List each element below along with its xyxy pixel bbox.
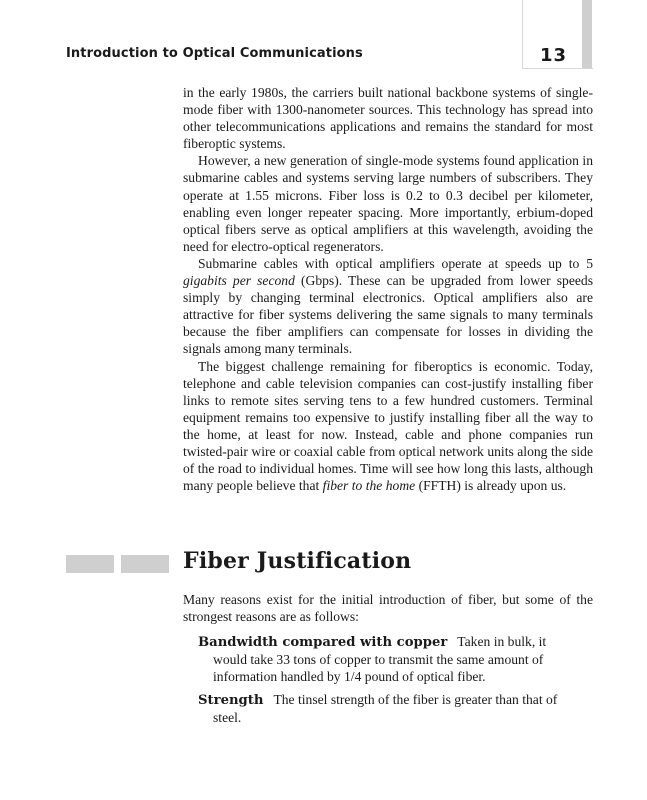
- paragraph-4-emphasis: fiber to the home: [322, 478, 416, 494]
- reason-term: Strength: [198, 693, 264, 709]
- section-intro-paragraph: Many reasons exist for the initial introduction of fiber, but some of the strongest reasons are as follows:: [183, 592, 593, 625]
- running-head: Introduction to Optical Communications: [66, 46, 363, 61]
- main-body-text: [183, 84, 593, 494]
- reason-item: [198, 633, 578, 685]
- paragraph-3: [183, 255, 593, 358]
- paragraph-3-emphasis: gigabits per second: [183, 273, 295, 289]
- section-marker-bar: [121, 555, 169, 573]
- section-intro: [183, 591, 593, 625]
- page-tab-bar: [582, 0, 592, 68]
- reason-text: Taken in bulk, it would take 33 tons of copper to transmit the same amount of information handled by 1/4 pound of optical fiber.: [213, 634, 547, 685]
- reasons-list: [198, 633, 578, 732]
- paragraph-2: However, a new generation of single-mode systems found application in submarine cables and systems serving large numbers of subscribers. They operate at 1.55 microns. Fiber loss is 0.2 to 0.3 decibel per kilometer, enabling even longer repeater spacing. More importantly, erbium-doped optical fibers serve as optical amplifiers at this wavelength, avoiding the need for electro-optical regenerators.: [183, 153, 593, 254]
- section-marker-bar: [66, 555, 114, 573]
- paragraph-3-text-a: Submarine cables with optical amplifiers operate at speeds up to 5: [198, 255, 593, 271]
- reason-text: The tinsel strength of the fiber is greater than that of steel.: [213, 692, 558, 726]
- paragraph-3-text-b: (Gbps). These can be upgraded from lower speeds simply by changing terminal electronics. Optical amplifiers also are attractive for fiber systems delivering the same signals to many terminals because the fiber amplifiers can compensate for losses in dividing the signals among many terminals.: [183, 273, 593, 357]
- section-heading: Fiber Justification: [183, 548, 412, 574]
- page-number: 13: [540, 45, 568, 66]
- paragraph-4-text-a: The biggest challenge remaining for fiberoptics is economic. Today, telephone and cable television companies can cost-justify installing fiber links to remote sites serving tens to a few hundred customers. Terminal equipment remains too expensive to justify installing fiber all the way to the home, at least for now. Instead, cable and phone companies run twisted-pair wire or coaxial cable from optical network units along the side of the road to individual homes. Time will see how long this lasts, although many people believe that: [183, 358, 593, 494]
- paragraph-4-text-b: (FFTH) is already upon us.: [415, 478, 567, 494]
- paragraph-4: [183, 358, 593, 495]
- reason-term: Bandwidth compared with copper: [198, 635, 448, 650]
- paragraph-1: in the early 1980s, the carriers built national backbone systems of single-mode fiber with 1300-nanometer sources. This technology has spread into other telecommunications applications and remains the standard for most fiberoptic systems.: [183, 85, 593, 152]
- reason-item: [198, 691, 578, 726]
